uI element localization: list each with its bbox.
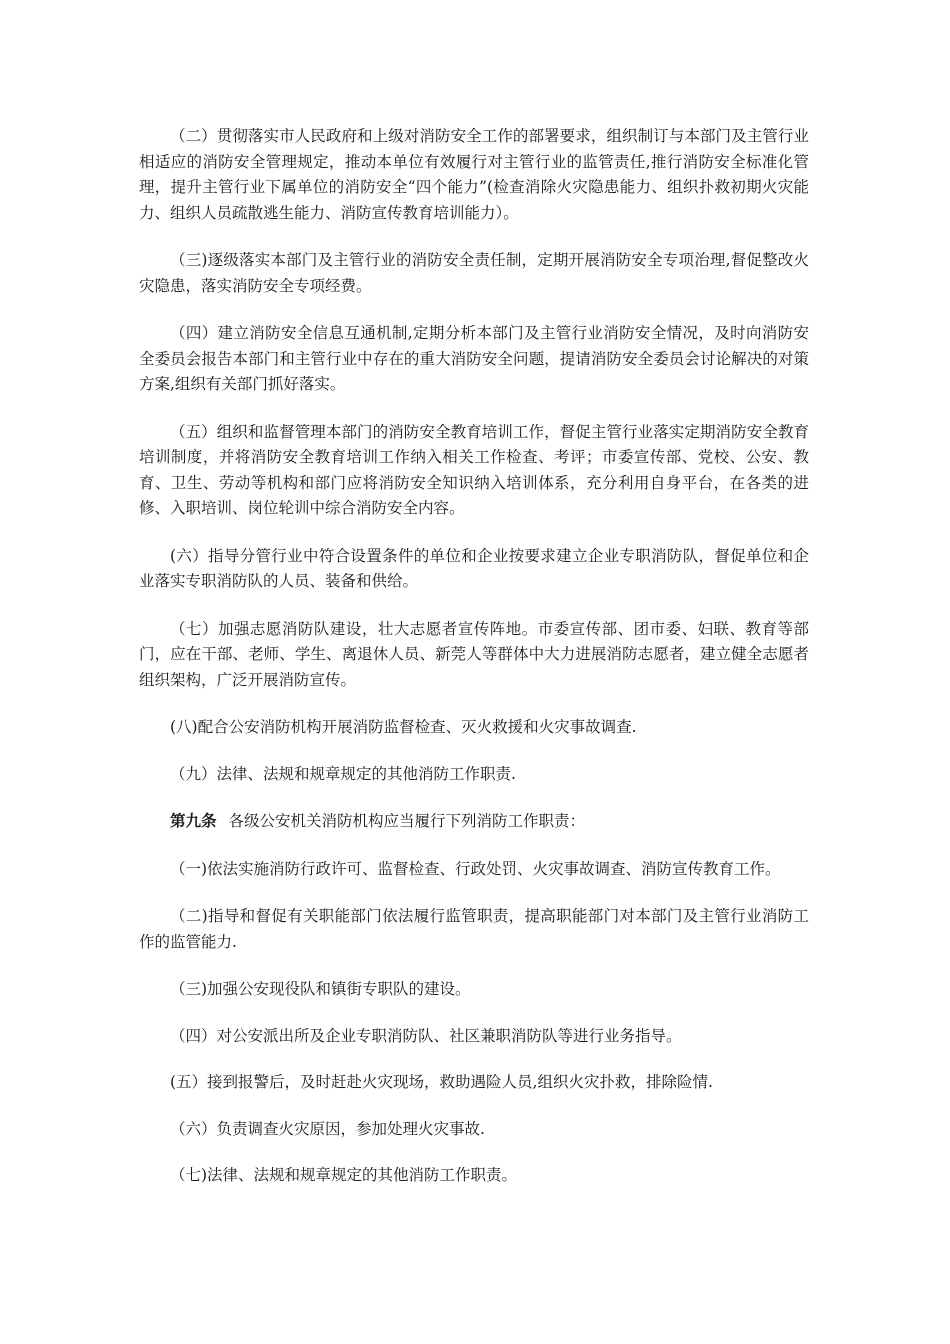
clause-paragraph: （六）负责调查火灾原因，参加处理火灾事故. — [170, 1119, 485, 1138]
clause-paragraph: （九）法律、法规和规章规定的其他消防工作职责. — [170, 764, 516, 783]
clause-paragraph: （五）组织和监督管理本部门的消防安全教育培训工作，督促主管行业落实定期消防安全教育培训制度，并将消防安全教育培训工作纳入相关工作检查、考评；市委宣传部、党校、公安、教育、卫生、劳动等机构和部门应将消防安全知识纳入培训体系，充分利用自身平台，在各类的进修、入职培训、岗位轮训中综合消防安全内容。 — [139, 422, 809, 517]
clause-paragraph: （一)依法实施消防行政许可、监督检查、行政处罚、火灾事故调查、消防宣传教育工作。 — [170, 859, 781, 878]
clause-paragraph: （七)法律、法规和规章规定的其他消防工作职责。 — [170, 1166, 518, 1184]
clause-paragraph: （二）贯彻落实市人民政府和上级对消防安全工作的部署要求，组织制订与本部门及主管行业相适应的消防安全管理规定，推动本单位有效履行对主管行业的监管责任,推行消防安全标准化管理，提升主管行业下属单位的消防安全“四个能力”(检查消除火灾隐患能力、组织扑救初期火灾能力、组织人员疏散逃生能力、消防宣传教育培训能力）。 — [139, 127, 809, 222]
clause-paragraph: （三)加强公安现役队和镇街专职队的建设。 — [170, 980, 471, 998]
clause-paragraph: (六）指导分管行业中符合设置条件的单位和企业按要求建立企业专职消防队，督促单位和企业落实专职消防队的人员、装备和供给。 — [139, 546, 809, 590]
article-number: 第九条 — [170, 811, 217, 830]
clause-paragraph: （三)逐级落实本部门及主管行业的消防安全责任制，定期开展消防安全专项治理,督促整改火灾隐患，落实消防安全专项经费。 — [139, 251, 809, 295]
clause-paragraph: （四）建立消防安全信息互通机制,定期分析本部门及主管行业消防安全情况，及时向消防安全委员会报告本部门和主管行业中存在的重大消防安全问题，提请消防安全委员会讨论解决的对策方案,组织有关部门抓好落实。 — [139, 324, 809, 393]
clause-paragraph: （四）对公安派出所及企业专职消防队、社区兼职消防队等进行业务指导。 — [170, 1026, 682, 1045]
document-body — [139, 124, 809, 1210]
clause-paragraph: (八)配合公安消防机构开展消防监督检查、灭火救援和火灾事故调查. — [170, 718, 637, 736]
clause-paragraph: （七）加强志愿消防队建设，壮大志愿者宣传阵地。市委宣传部、团市委、妇联、教育等部门，应在干部、老师、学生、离退休人员、新莞人等群体中大力进展消防志愿者，建立健全志愿者组织架构，广泛开展消防宣传。 — [139, 619, 809, 689]
article-heading — [139, 808, 809, 835]
clause-paragraph: (五）接到报警后，及时赶赴火灾现场，救助遇险人员,组织火灾扑救，排除险情. — [170, 1073, 713, 1091]
article-text: 各级公安机关消防机构应当履行下列消防工作职责： — [228, 812, 586, 830]
clause-paragraph: （二)指导和督促有关职能部门依法履行监管职责，提高职能部门对本部门及主管行业消防工作的监管能力. — [139, 907, 809, 951]
